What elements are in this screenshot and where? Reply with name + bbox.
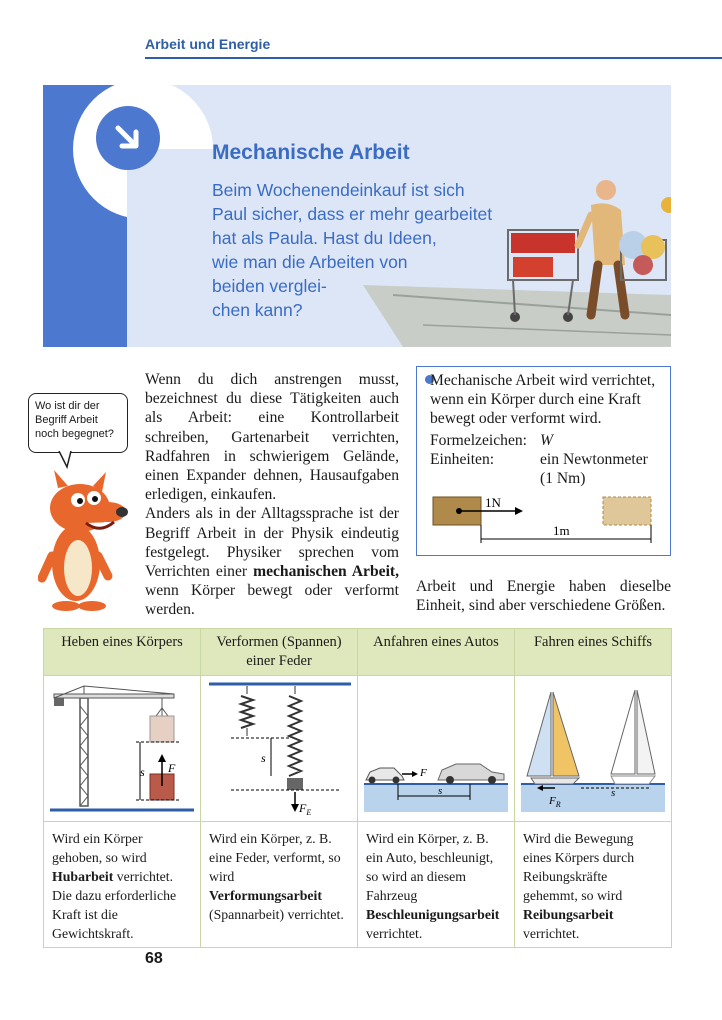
sailboat-icon — [515, 676, 671, 816]
intro-question: Beim Wochenendeinkauf ist sich Paul sicher, dass er mehr gearbeitet hat als Paula. Hast du Ideen, wie man die Arbeiten von beiden verglei- chen kann? — [212, 180, 493, 320]
spring-icon — [201, 676, 357, 816]
mascot-icon — [38, 468, 133, 613]
header-deforming: Verformen (Spannen) einer Feder — [201, 629, 358, 676]
figure-sailboat — [515, 676, 672, 822]
page-number: 68 — [145, 950, 163, 967]
friction-force-symbol: $F_R$ — [549, 795, 561, 809]
unit-value: ein Newtonmeter — [540, 451, 648, 468]
unit-abbreviation: (1 Nm) — [540, 470, 586, 487]
caption-car: Wird ein Körper, z. B. ein Auto, beschleunigt, so wird an diesem Fahrzeug Beschleunigungsarbeit verrichtet. — [358, 822, 515, 948]
weight-force-symbol: $F_E$ — [299, 801, 312, 816]
intro-box — [43, 85, 671, 347]
work-unit-diagram — [431, 493, 661, 549]
svg-text:s: s — [438, 785, 443, 797]
arrow-icon — [96, 106, 160, 170]
force-symbol: F — [168, 761, 176, 775]
figure-crane — [44, 676, 201, 822]
header-rule — [145, 57, 722, 59]
header-ship: Fahren eines Schiffs — [515, 629, 672, 676]
intro-title: Mechanische Arbeit — [212, 141, 410, 164]
work-types-table — [43, 628, 672, 948]
paragraph-2: Anders als in der Alltagssprache ist der Begriff Arbeit in der Physik eindeutig festgelegt. Physiker sprechen vom Verrichten einer mechanischen Arbeit, wenn Körper bewegt oder verformt werden. — [145, 505, 399, 619]
body-text — [145, 370, 399, 620]
symbol-value: W — [540, 432, 553, 449]
running-head: Arbeit und Energie — [145, 36, 271, 52]
s-label: s — [140, 765, 145, 779]
energy-note: Arbeit und Energie haben dieselbe Einheit, sind aber verschiedene Größen. — [416, 578, 671, 615]
definition-text: Mechanische Arbeit wird verrichtet, wenn ein Körper durch eine Kraft bewegt oder verformt wird. — [430, 372, 656, 427]
svg-text:F: F — [420, 767, 427, 779]
crane-icon — [44, 676, 200, 816]
caption-ship: Wird die Bewegung eines Körpers durch Reibungskräfte gehemmt, so wird Reibungsarbeit verrichtet. — [515, 822, 672, 948]
caption-lifting: Wird ein Körper gehoben, so wird Hubarbeit verrichtet. Die dazu erforderliche Kraft ist die Gewichtskraft. — [44, 822, 201, 948]
header-car: Anfahren eines Autos — [358, 629, 515, 676]
svg-text:s: s — [611, 787, 616, 799]
figure-car — [358, 676, 515, 822]
distance-label: 1m — [553, 523, 570, 538]
speech-bubble: Wo ist dir der Begriff Arbeit noch begegnet? — [28, 393, 128, 453]
caption-deforming: Wird ein Körper, z. B. eine Feder, verformt, so wird Verformungsarbeit (Spannarbeit) verrichtet. — [201, 822, 358, 948]
speech-tail — [57, 451, 77, 469]
definition-box — [416, 366, 671, 556]
force-label: 1N — [485, 495, 501, 510]
unit-label: Einheiten: — [430, 451, 495, 468]
figure-spring — [201, 676, 358, 822]
car-icon — [358, 676, 514, 816]
symbol-label: Formelzeichen: — [430, 432, 527, 449]
svg-text:s: s — [261, 751, 266, 765]
shopping-illustration — [363, 175, 671, 347]
paragraph-1: Wenn du dich anstrengen musst, bezeichnest du diese Tätigkeiten auch als Arbeit: eine Kontrollarbeit schreiben, Gartenarbeit verrichten, Radfahren in schwierigem Gelände, einen Expander dehnen, Hausaufgaben erledigen, einkaufen. — [145, 371, 399, 504]
header-lifting: Heben eines Körpers — [44, 629, 201, 676]
